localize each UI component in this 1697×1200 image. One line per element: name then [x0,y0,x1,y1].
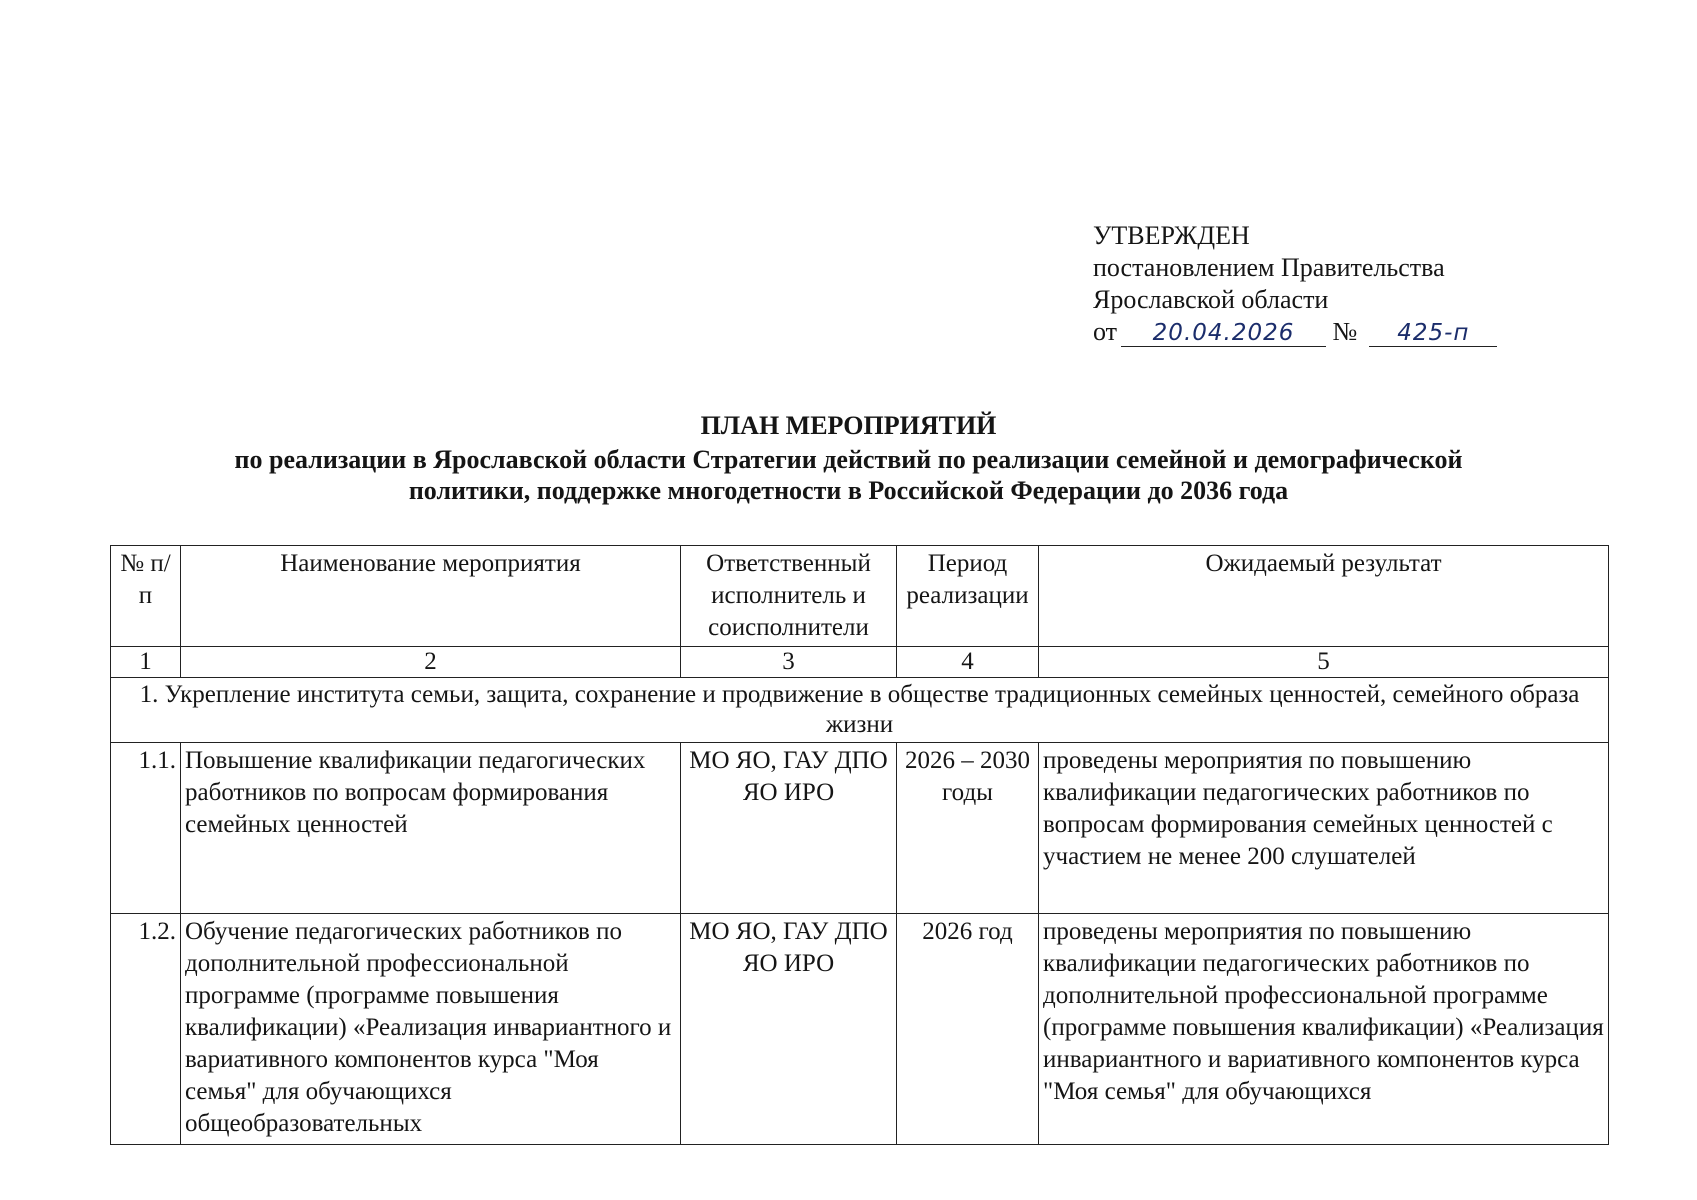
header-executor: Ответственный исполнитель и соисполнители [681,546,897,647]
row-period: 2026 год [897,914,1039,1145]
approval-line-3: Ярославской области [1093,285,1329,314]
approval-line-2: постановлением Правительства [1093,253,1445,282]
table-row [111,914,1609,1145]
column-numbers-row [111,647,1609,678]
row-executor: МО ЯО, ГАУ ДПО ЯО ИРО [681,914,897,1145]
number-label: № [1332,317,1358,346]
document-subtitle-line-2: политики, поддержке многодетности в Российской Федерации до 2036 года [408,476,1289,505]
header-period: Период реализации [897,546,1039,647]
row-period: 2026 – 2030 годы [897,743,1039,914]
column-number: 3 [681,647,897,678]
row-result: проведены мероприятия по повышению квалификации педагогических работников по вопросам формирования семейных ценностей с участием не менее 200 слушателей [1039,743,1609,914]
row-number: 1.2. [111,914,181,1145]
header-event-name: Наименование мероприятия [181,546,681,647]
header-result: Ожидаемый результат [1039,546,1609,647]
document-subtitle-line-1: по реализации в Ярославской области Стратегии действий по реализации семейной и демографической [234,445,1463,474]
plan-table [110,545,1609,1145]
section-title: 1. Укрепление института семьи, защита, сохранение и продвижение в обществе традиционных семейных ценностей, семейного образа жизни [111,678,1609,743]
document-title: ПЛАН МЕРОПРИЯТИЙ [700,411,997,440]
approval-status: УТВЕРЖДЕН [1093,221,1250,250]
handwritten-date: 20.04.2026 [1121,320,1326,347]
row-result: проведены мероприятия по повышению квалификации педагогических работников по дополнительной профессиональной программе (программе повышения квалификации) «Реализация инвариантного и вариативного компонентов курса "Моя семья" для обучающихся [1039,914,1609,1145]
column-number: 4 [897,647,1039,678]
row-number: 1.1. [111,743,181,914]
date-label: от [1093,317,1118,346]
handwritten-number: 425-п [1369,320,1497,347]
column-number: 5 [1039,647,1609,678]
row-executor: МО ЯО, ГАУ ДПО ЯО ИРО [681,743,897,914]
approval-block [1093,220,1497,348]
table-header-row [111,546,1609,647]
section-row [111,678,1609,743]
row-event-name: Обучение педагогических работников по дополнительной профессиональной программе (программе повышения квалификации) «Реализация инвариантного и вариативного компонентов курса "Моя семья" для обучающихся общеобразовательных [181,914,681,1145]
approval-date-line [1093,316,1497,348]
header-number: № п/п [111,546,181,647]
column-number: 1 [111,647,181,678]
column-number: 2 [181,647,681,678]
row-event-name: Повышение квалификации педагогических работников по вопросам формирования семейных ценностей [181,743,681,914]
table-row [111,743,1609,914]
